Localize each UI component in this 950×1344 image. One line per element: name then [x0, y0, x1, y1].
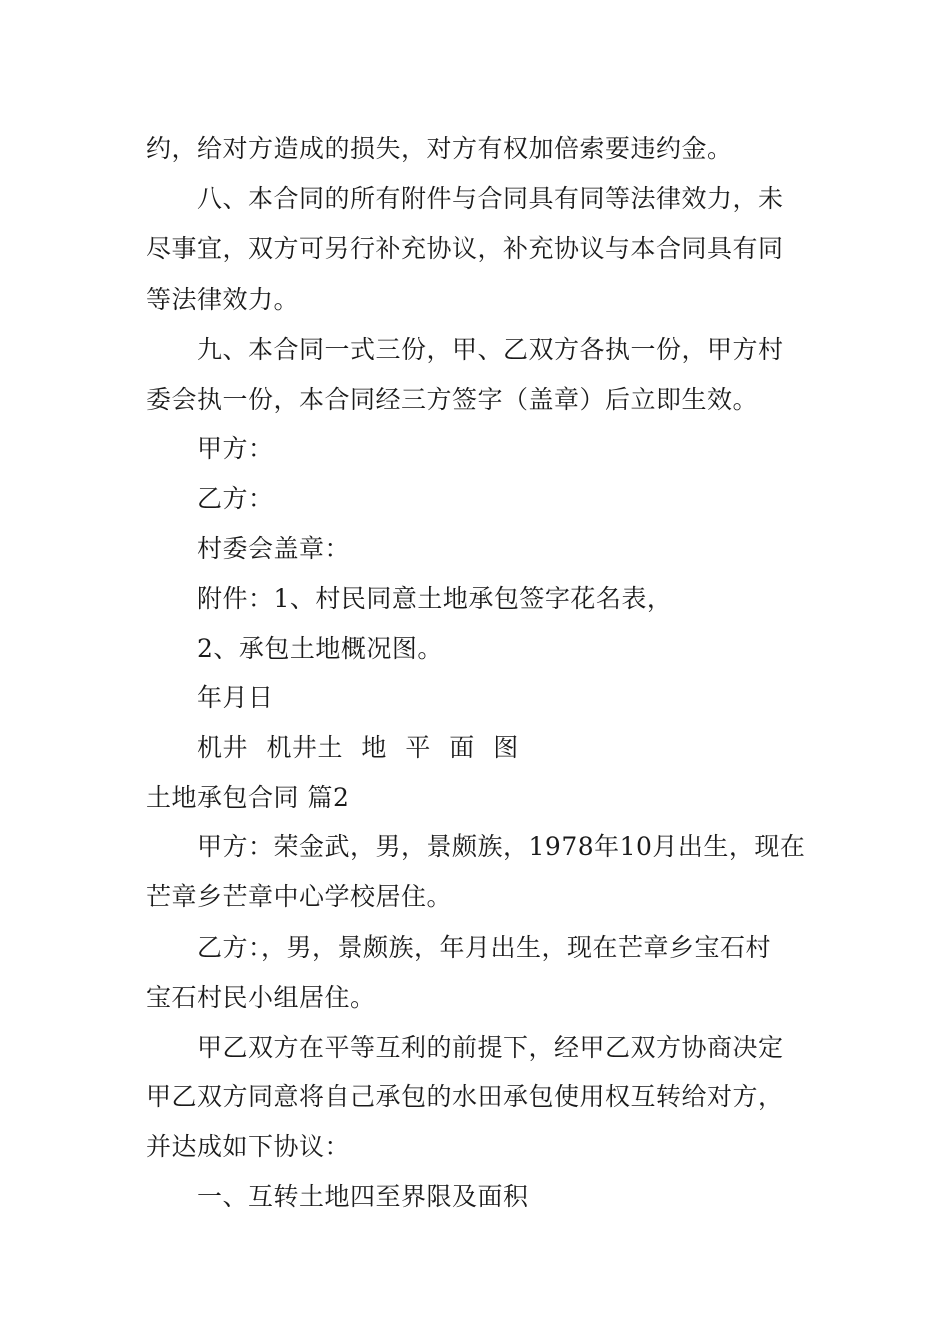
paragraph-line: 宝石村民小组居住。 — [146, 983, 376, 1012]
paragraph-line: 芒章乡芒章中心学校居住。 — [146, 882, 453, 911]
signature-party-a: 甲方： — [197, 434, 274, 463]
paragraph-line: 甲方：荣金武，男，景颇族，1978年10月出生，现在 — [197, 832, 806, 861]
paragraph-line: 八、本合同的所有附件与合同具有同等法律效力，未 — [197, 184, 784, 213]
diagram-caption: 机井 机井土 地 平 面 图 — [197, 733, 519, 762]
paragraph-line: 等法律效力。 — [146, 285, 300, 314]
clause-heading: 一、互转土地四至界限及面积 — [197, 1182, 529, 1211]
paragraph-line: 约，给对方造成的损失，对方有权加倍索要违约金。 — [146, 134, 733, 163]
village-committee-seal: 村委会盖章： — [197, 534, 351, 563]
paragraph-line: 甲乙双方同意将自己承包的水田承包使用权互转给对方， — [146, 1082, 784, 1111]
paragraph-line: 尽事宜，双方可另行补充协议，补充协议与本合同具有同 — [146, 234, 784, 263]
paragraph-line: 并达成如下协议： — [146, 1132, 351, 1161]
attachment-line: 2、承包土地概况图。 — [197, 634, 443, 663]
section-heading: 土地承包合同 篇2 — [146, 783, 350, 812]
paragraph-line: 乙方：，男，景颇族，年月出生，现在芒章乡宝石村 — [197, 933, 772, 962]
attachment-line: 附件：1、村民同意土地承包签字花名表， — [197, 584, 673, 613]
date-line: 年月日 — [197, 683, 274, 712]
paragraph-line: 九、本合同一式三份，甲、乙双方各执一份，甲方村 — [197, 335, 784, 364]
signature-party-b: 乙方： — [197, 484, 274, 513]
paragraph-line: 委会执一份，本合同经三方签字（盖章）后立即生效。 — [146, 385, 759, 414]
paragraph-line: 甲乙双方在平等互利的前提下，经甲乙双方协商决定 — [197, 1033, 784, 1062]
